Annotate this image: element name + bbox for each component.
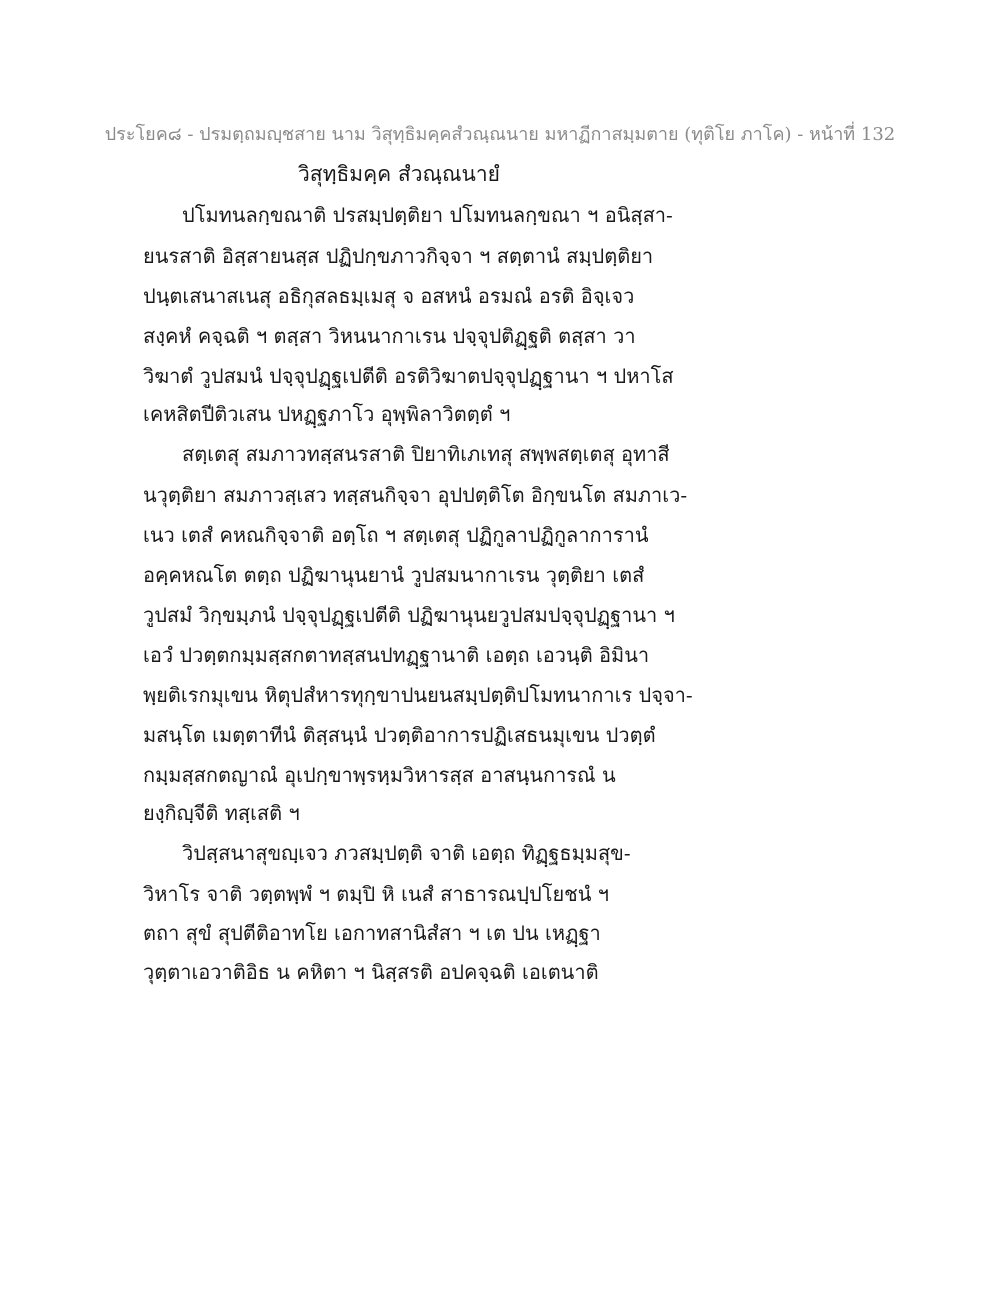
text-line: นวุตฺติยา สมภาวสฺเสว ทสฺสนกิจฺจา อุปปตฺติโต อิกฺขนโต สมภาเว- bbox=[143, 483, 688, 507]
text-line: เคหสิตปีติวเสน ปหฏฺฐภาโว อุพฺพิลาวิตตฺตํ ฯ bbox=[143, 402, 511, 426]
text-line: อคฺคหณโต ตตฺถ ปฏิฆานุนยานํ วูปสมนากาเรน วุตฺติยา เตสํ bbox=[143, 563, 645, 587]
text-line: วุตฺตาเอวาติอิธ น คหิตา ฯ นิสฺสรติ อปคจฺฉติ เอเตนาติ bbox=[143, 960, 599, 984]
text-line: เอวํ ปวตฺตกมฺมสฺสกตาทสฺสนปทฏฺฐานาติ เอตฺถ เอวนฺติ อิมินา bbox=[143, 643, 650, 667]
text-line: สงฺคหํ คจฺฉติ ฯ ตสฺสา วิหนนากาเรน ปจฺจุปติฏฺฐติ ตสฺสา วา bbox=[143, 324, 636, 348]
text-line: กมฺมสฺสกตญาณํ อุเปกฺขาพฺรหฺมวิหารสฺส อาสนฺนการณํ น bbox=[143, 763, 616, 787]
text-line: ยนรสาติ อิสฺสายนสฺส ปฏิปกฺขภาวกิจฺจา ฯ สตฺตานํ สมฺปตฺติยา bbox=[143, 244, 654, 268]
text-line: ยงฺกิญฺจีติ ทสฺเสติ ฯ bbox=[143, 801, 300, 825]
text-line: ปโมทนลกฺขณาติ ปรสมฺปตฺติยา ปโมทนลกฺขณา ฯ อนิสฺสา- bbox=[182, 203, 673, 227]
text-line: พฺยติเรกมุเขน หิตุปสํหารทุกฺขาปนยนสมฺปตฺติปโมทนากาเร ปจฺจา- bbox=[143, 683, 693, 707]
text-line: วูปสมํ วิกฺขมฺภนํ ปจฺจุปฏฺฐเปตีติ ปฏิฆานุนยวูปสมปจฺจุปฏฺฐานา ฯ bbox=[143, 603, 675, 627]
document-title: วิสุทฺธิมคฺค สํวณฺณนายํ bbox=[298, 162, 500, 186]
text-line: วิหาโร จาติ วตฺตพฺพํ ฯ ตมฺปิ หิ เนสํ สาธารณปฺปโยชนํ ฯ bbox=[143, 882, 609, 906]
text-line: มสนฺโต เมตฺตาทีนํ ติสฺสนฺนํ ปวตฺติอาการปฏิเสธนมุเขน ปวตฺตํ bbox=[143, 723, 656, 747]
page-header: ประโยค๘ - ปรมตฺถมญฺชสาย นาม วิสุทฺธิมคฺคสํวณฺณนาย มหาฏีกาสมฺมตาย (ทุติโย ภาโค) - หน้าที่ 132 bbox=[104, 124, 896, 145]
text-line: เนว เตสํ คหณกิจฺจาติ อตฺโถ ฯ สตฺเตสุ ปฏิกูลาปฏิกูลาการานํ bbox=[143, 523, 649, 547]
text-line: สตฺเตสุ สมภาวทสฺสนรสาติ ปิยาทิเภเทสุ สพฺพสตฺเตสุ อุทาสี bbox=[182, 442, 670, 466]
text-line: ปนฺตเสนาสเนสุ อธิกุสลธมฺเมสุ จ อสหนํ อรมณํ อรติ อิจฺเจว bbox=[143, 284, 635, 308]
text-line: วิปสฺสนาสุขญฺเจว ภวสมฺปตฺติ จาติ เอตฺถ ทิฏฺฐธมฺมสุข- bbox=[182, 841, 631, 865]
text-line: วิฆาตํ วูปสมนํ ปจฺจุปฏฺฐเปตีติ อรติวิฆาตปจฺจุปฏฺฐานา ฯ ปหาโส bbox=[143, 364, 674, 388]
text-line: ตถา สุขํ สุปตีติอาทโย เอกาทสานิสํสา ฯ เต ปน เหฏฺฐา bbox=[143, 921, 601, 945]
